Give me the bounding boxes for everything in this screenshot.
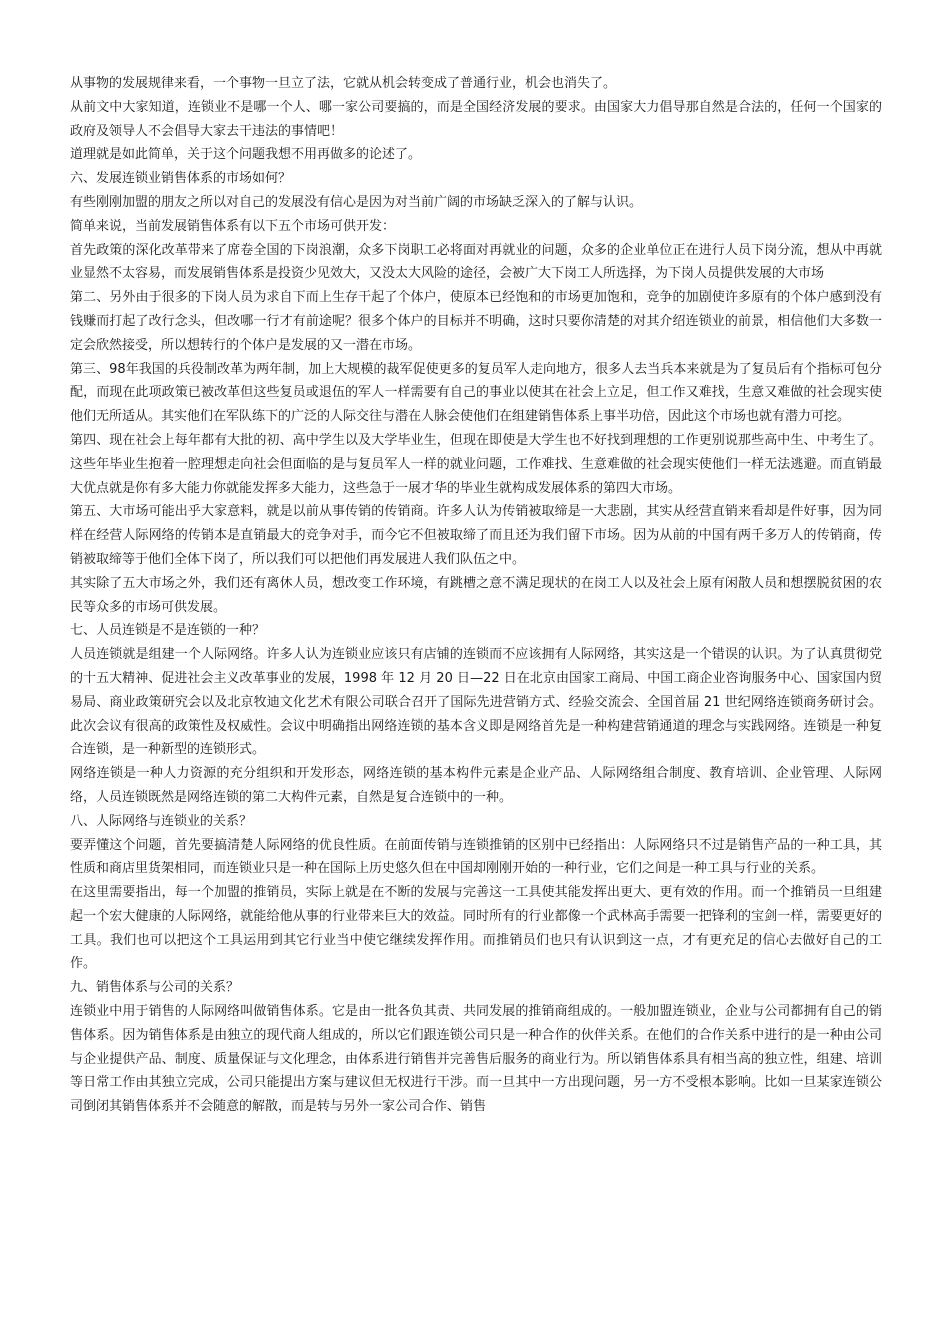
paragraph: 其实除了五大市场之外，我们还有离休人员，想改变工作环境，有跳槽之意不满足现状的在岗工人以及社会上原有闲散人员和想摆脱贫困的农民等众多的市场可供发展。	[70, 575, 882, 615]
paragraph: 连锁业中用于销售的人际网络叫做销售体系。它是由一批各负其责、共同发展的推销商组成的。一般加盟连锁业，企业与公司都拥有自己的销售体系。因为销售体系是由独立的现代商人组成的，所以它们跟连锁公司只是一种合作的伙伴关系。在他们的合作关系中进行的是一种由公司与企业提供产品、制度、质量保证与文化理念，由体系进行销售并完善售后服务的商业行为。所以销售体系具有相当高的独立性，组建、培训等日常工作由其独立完成，公司只能提出方案与建议但无权进行干涉。而一旦其中一方出现问题，另一方不受根本影响。比如一旦某家连锁公司倒闭其销售体系并不会随意的解散，而是转与另外一家公司合作、销售	[70, 1004, 882, 1115]
paragraph: 从事物的发展规律来看，一个事物一旦立了法，它就从机会转变成了普通行业，机会也消失了。	[70, 76, 617, 91]
paragraph: 从前文中大家知道，连锁业不是哪一个人、哪一家公司要搞的，而是全国经济发展的要求。由国家大力倡导那自然是合法的，任何一个国家的政府及领导人不会倡导大家去干违法的事情吧！	[70, 99, 882, 139]
paragraph: 要弄懂这个问题，首先要搞清楚人际网络的优良性质。在前面传销与连锁推销的区别中已经指出：人际网络只不过是销售产品的一种工具，其性质和商店里货架相同，而连锁业只是一种在国际上历史悠久但在中国却刚刚开始的一种行业，它们之间是一种工具与行业的关系。	[70, 837, 882, 877]
paragraph: 人员连锁就是组建一个人际网络。许多人认为连锁业应该只有店铺的连锁而不应该拥有人际网络，其实这是一个错误的认识。为了认真贯彻党的十五大精神、促进社会主义改革事业的发展，1998 年 12 月 20 日—22 日在北京由国家工商局、中国工商企业咨询服务中心、国家国内贸易局、商业政策研究会以及北京牧迪文化艺术有限公司联合召开了国际先进营销方式、经验交流会、全国首届 21 世纪网络连锁商务研讨会。此次会议有很高的政策性及权威性。会议中明确指出网络连锁的基本含义即是网络首先是一种构建营销通道的理念与实践网络。连锁是一种复合连锁，是一种新型的连锁形式。	[70, 647, 882, 758]
paragraph: 道理就是如此简单，关于这个问题我想不用再做多的论述了。	[70, 147, 422, 163]
paragraph: 第五、大市场可能出乎大家意料，就是以前从事传销的传销商。许多人认为传销被取缔是一大悲剧，其实从经营直销来看却是件好事，因为同样在经营人际网络的传销本是直销最大的竞争对手，而今它不但被取缔了而且还为我们留下市场。因为从前的中国有两千多万人的传销商，传销被取缔等于他们全体下岗了，所以我们可以把他们再发展进人我们队伍之中。	[70, 504, 882, 567]
paragraph: 第四、现在社会上每年都有大批的初、高中学生以及大学毕业生，但现在即使是大学生也不好找到理想的工作更别说那些高中生、中考生了。这些年毕业生抱着一腔理想走向社会但面临的是与复员军人一样的就业问题，工作难找、生意难做的社会现实使他们一样无法逃避。而直销最大优点就是你有多大能力你就能发挥多大能力，这些急于一展才华的毕业生就构成发展体系的第四大市场。	[70, 432, 882, 496]
paragraph: 简单来说，当前发展销售体系有以下五个市场可供开发：	[70, 218, 396, 234]
paragraph: 首先政策的深化改革带来了席卷全国的下岗浪潮，众多下岗职工必将面对再就业的问题，众多的企业单位正在进行人员下岗分流，想从中再就业显然不太容易，而发展销售体系是投资少见效大，又没太大风险的途径，会被广大下岗工人所选择，为下岗人员提供发展的大市场	[70, 242, 882, 282]
paragraph: 网络连锁是一种人力资源的充分组织和开发形态，网络连锁的基本构件元素是企业产品、人际网络组合制度、教育培训、企业管理、人际网络，人员连锁既然是网络连锁的第二大构件元素，自然是复合连锁中的一种。	[70, 766, 882, 805]
paragraph: 在这里需要指出，每一个加盟的推销员，实际上就是在不断的发展与完善这一工具使其能发挥出更大、更有效的作用。而一个推销员一旦组建起一个宏大健康的人际网络，就能给他从事的行业带来巨大的效益。同时所有的行业都像一个武林高手需要一把锋利的宝剑一样，需要更好的工具。我们也可以把这个工具运用到其它行业当中使它继续发挥作用。而推销员们也只有认识到这一点，才有更充足的信心去做好自己的工作。	[70, 885, 882, 972]
paragraph: 第三、98年我国的兵役制改革为两年制，加上大规模的裁军促使更多的复员军人走向地方，很多人去当兵本来就是为了复员后有个指标可包分配，而现在此项政策已被改革但这些复员或退伍的军人一样需要有自己的事业以使其在社会上立足，但工作又难找，生意又难做的社会现实使他们无所适从。其实他们在军队练下的广泛的人际交往与潜在人脉会使他们在组建销售体系上事半功倍，因此这个市场也就有潜力可挖。	[70, 361, 882, 425]
section-heading: 七、人员连锁是不是连锁的一种？	[70, 623, 266, 639]
paragraph: 有些刚刚加盟的朋友之所以对自己的发展没有信心是因为对当前广阔的市场缺乏深入的了解与认识。	[70, 194, 643, 210]
section-heading: 九、销售体系与公司的关系？	[70, 980, 240, 996]
section-heading: 六、发展连锁业销售体系的市场如何？	[70, 171, 292, 187]
document-body	[70, 72, 882, 1119]
section-heading: 八、人际网络与连锁业的关系？	[70, 813, 253, 829]
paragraph: 第二、另外由于很多的下岗人员为求自下而上生存干起了个体户，使原本已经饱和的市场更加饱和，竞争的加剧使许多原有的个体户感到没有钱赚而打起了改行念头，但改哪一行才有前途呢？很多个体户的目标并不明确，这时只要你清楚的对其介绍连锁业的前景，相信他们大多数一定会欣然接受，所以想转行的个体户是发展的又一潜在市场。	[70, 290, 882, 353]
